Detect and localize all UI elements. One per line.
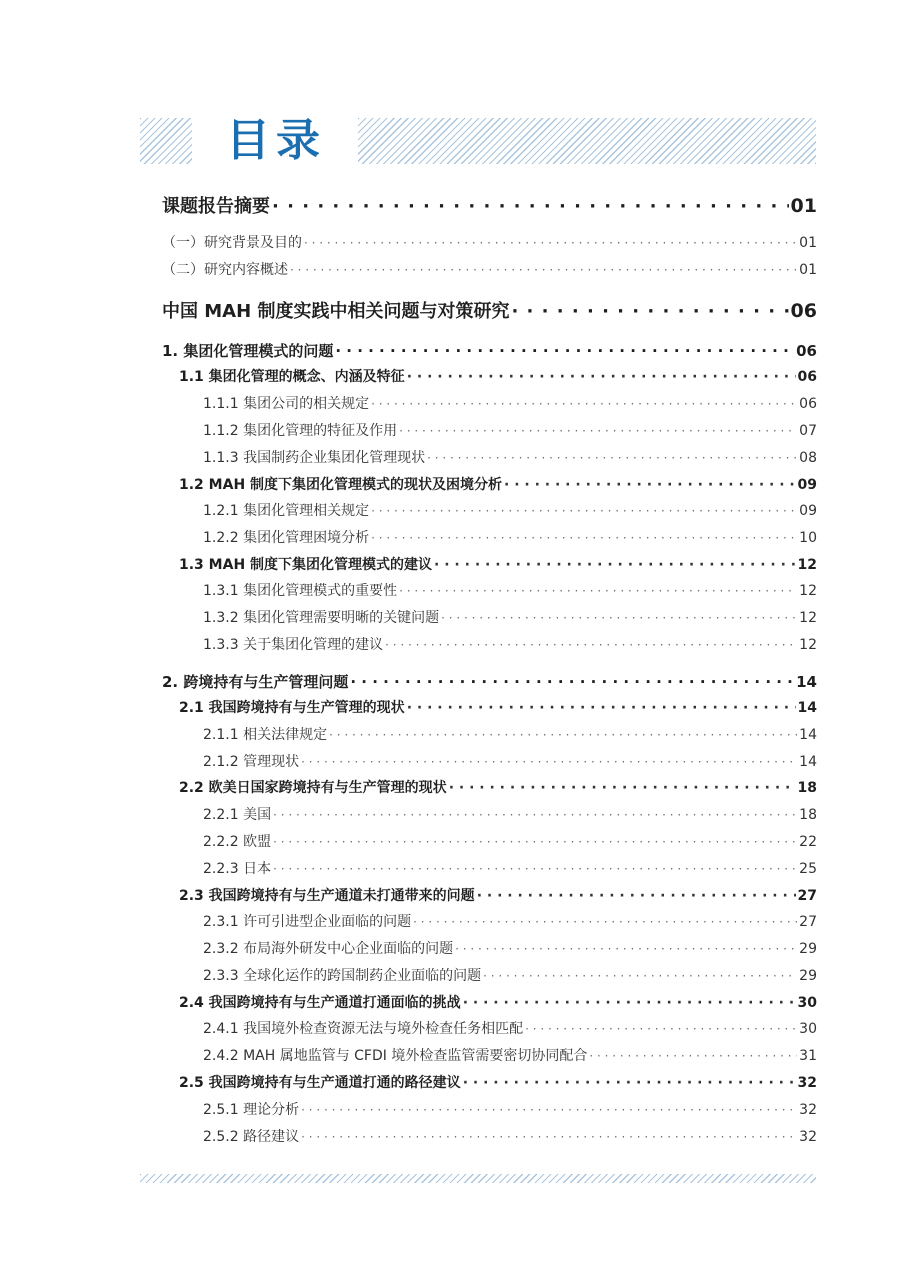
toc-entry-page: 31 (799, 1048, 817, 1064)
toc-leader-dots (511, 301, 788, 322)
toc-leader-dots (301, 1103, 797, 1117)
toc-entry-label: 2.4.2 MAH 属地监管与 CFDI 境外检查监管需要密切协同配合 (203, 1048, 588, 1064)
toc-entry-label: 2.2 欧美日国家跨境持有与生产管理的现状 (179, 780, 447, 796)
toc-entry-page: 14 (797, 700, 817, 716)
toc-leader-dots (272, 196, 789, 217)
toc-entry-label: 2.4 我国跨境持有与生产通道打通面临的挑战 (179, 995, 461, 1011)
page-title: 目录 (226, 115, 326, 166)
toc-entry-page: 14 (799, 727, 817, 743)
toc-entry[interactable] (162, 232, 817, 252)
toc-entry[interactable] (203, 447, 817, 467)
toc-leader-dots (504, 477, 795, 493)
toc-entry-page: 10 (799, 530, 817, 546)
toc-entry-page: 30 (799, 1021, 817, 1037)
toc-entry-label: 2.3 我国跨境持有与生产通道未打通带来的问题 (179, 888, 475, 904)
toc-leader-dots (399, 584, 797, 598)
toc-entry[interactable] (179, 992, 817, 1012)
toc-leader-dots (455, 942, 797, 956)
toc-entry-page: 29 (799, 968, 817, 984)
toc-leader-dots (371, 504, 797, 518)
toc-entry-page: 12 (799, 583, 817, 599)
toc-entry-label: 2.1.2 管理现状 (203, 754, 300, 770)
toc-entry[interactable] (203, 1045, 817, 1065)
toc-leader-dots (335, 342, 794, 360)
toc-entry-label: 2.4.1 我国境外检查资源无法与境外检查任务相匹配 (203, 1021, 524, 1037)
toc-entry[interactable] (162, 297, 817, 323)
toc-entry-label: 2.1 我国跨境持有与生产管理的现状 (179, 700, 405, 716)
toc-entry-page: 32 (799, 1129, 817, 1145)
toc-entry-page: 32 (797, 1075, 817, 1091)
toc-entry-page: 01 (790, 195, 817, 217)
toc-entry-page: 12 (797, 557, 817, 573)
toc-leader-dots (449, 780, 796, 796)
toc-entry[interactable] (179, 697, 817, 717)
toc-entry-label: 1.2.1 集团化管理相关规定 (203, 503, 370, 519)
toc-entry[interactable] (203, 724, 817, 744)
toc-entry[interactable] (203, 911, 817, 931)
toc-leader-dots (441, 611, 797, 625)
toc-entry[interactable] (179, 885, 817, 905)
toc-leader-dots (371, 397, 797, 411)
toc-entry[interactable] (203, 634, 817, 654)
toc-entry-label: 1.1.3 我国制药企业集团化管理现状 (203, 450, 426, 466)
toc-leader-dots (301, 755, 797, 769)
toc-leader-dots (304, 236, 797, 250)
toc-entry-page: 29 (799, 941, 817, 957)
toc-entry[interactable] (203, 938, 817, 958)
toc-entry-label: 2.5.2 路径建议 (203, 1129, 300, 1145)
toc-entry-page: 06 (790, 300, 817, 322)
toc-entry[interactable] (203, 1018, 817, 1038)
toc-leader-dots (413, 915, 797, 929)
title-hatch-left (140, 118, 192, 164)
toc-entry-label: 1.3.2 集团化管理需要明晰的关键问题 (203, 610, 440, 626)
toc-entry-page: 06 (799, 396, 817, 412)
toc-leader-dots (463, 995, 796, 1011)
toc-entry[interactable] (162, 671, 817, 692)
toc-leader-dots (477, 888, 796, 904)
toc-entry-page: 12 (799, 637, 817, 653)
toc-leader-dots (301, 1130, 797, 1144)
toc-entry[interactable] (203, 1126, 817, 1146)
toc-entry-page: 09 (799, 503, 817, 519)
toc-leader-dots (463, 1075, 796, 1091)
toc-leader-dots (329, 728, 797, 742)
footer-hatch (140, 1174, 816, 1183)
toc-entry[interactable] (162, 340, 817, 361)
toc-entry-page: 27 (799, 914, 817, 930)
toc-leader-dots (385, 638, 797, 652)
toc-entry-label: 2.2.3 日本 (203, 861, 272, 877)
toc-entry-label: 2.2.1 美国 (203, 807, 272, 823)
toc-entry[interactable] (179, 1072, 817, 1092)
toc-entry-label: 1.3.1 集团化管理模式的重要性 (203, 583, 398, 599)
toc-entry-label: 课题报告摘要 (162, 196, 270, 217)
toc-entry-label: 1.2 MAH 制度下集团化管理模式的现状及困境分析 (179, 477, 503, 493)
toc-entry-page: 06 (797, 369, 817, 385)
toc-leader-dots (371, 531, 797, 545)
toc-entry-page: 09 (797, 477, 817, 493)
toc-entry-page: 18 (797, 780, 817, 796)
toc-entry[interactable] (203, 1099, 817, 1119)
toc-entry-label: 2.1.1 相关法律规定 (203, 727, 328, 743)
toc-entry-page: 14 (799, 754, 817, 770)
toc-entry[interactable] (203, 858, 817, 878)
title-hatch-right (358, 118, 816, 164)
toc-entry[interactable] (203, 420, 817, 440)
toc-entry-label: 1.3 MAH 制度下集团化管理模式的建议 (179, 557, 433, 573)
toc-leader-dots (290, 263, 797, 277)
toc-leader-dots (273, 835, 797, 849)
toc-entry[interactable] (203, 831, 817, 851)
toc-entry-label: 2.3.3 全球化运作的跨国制药企业面临的问题 (203, 968, 482, 984)
toc-entry-label: 2. 跨境持有与生产管理问题 (162, 673, 349, 691)
toc-leader-dots (273, 862, 797, 876)
toc-entry-label: 中国 MAH 制度实践中相关问题与对策研究 (162, 301, 510, 322)
toc-entry-label: 2.2.2 欧盟 (203, 834, 272, 850)
toc-entry-label: 1.3.3 关于集团化管理的建议 (203, 637, 384, 653)
toc-leader-dots (434, 557, 795, 573)
toc-leader-dots (427, 451, 797, 465)
toc-entry-page: 01 (799, 235, 817, 251)
toc-entry[interactable] (203, 500, 817, 520)
toc-entry-page: 27 (797, 888, 817, 904)
toc-entry-label: 2.5 我国跨境持有与生产通道打通的路径建议 (179, 1075, 461, 1091)
toc-entry-page: 08 (799, 450, 817, 466)
toc-entry[interactable] (203, 527, 817, 547)
toc-entry-label: 1.1.2 集团化管理的特征及作用 (203, 423, 398, 439)
toc-leader-dots (273, 808, 797, 822)
toc-leader-dots (483, 969, 797, 983)
toc-entry-label: 1.1 集团化管理的概念、内涵及特征 (179, 369, 405, 385)
toc-entry[interactable] (162, 259, 817, 279)
toc-entry-page: 01 (799, 262, 817, 278)
toc-entry-page: 30 (797, 995, 817, 1011)
toc-entry-page: 07 (799, 423, 817, 439)
toc-entry[interactable] (179, 366, 817, 386)
toc-entry-label: 1.1.1 集团公司的相关规定 (203, 396, 370, 412)
toc-entry[interactable] (203, 393, 817, 413)
toc-leader-dots (525, 1022, 797, 1036)
toc-entry[interactable] (203, 804, 817, 824)
toc-leader-dots (407, 700, 796, 716)
toc-entry[interactable] (179, 474, 817, 494)
toc-entry[interactable] (203, 751, 817, 771)
toc-leader-dots (589, 1049, 797, 1063)
toc-entry-page: 18 (799, 807, 817, 823)
toc-entry-label: （二）研究内容概述 (162, 262, 288, 278)
toc-entry-page: 06 (796, 342, 817, 360)
toc-entry-label: 1.2.2 集团化管理困境分析 (203, 530, 370, 546)
toc-entry-page: 25 (799, 861, 817, 877)
toc-entry[interactable] (203, 607, 817, 627)
toc-entry-label: 2.3.1 许可引进型企业面临的问题 (203, 914, 412, 930)
toc-entry-page: 12 (799, 610, 817, 626)
toc-entry[interactable] (179, 777, 817, 797)
toc-entry[interactable] (162, 192, 817, 218)
toc-entry[interactable] (179, 554, 817, 574)
toc-entry-label: （一）研究背景及目的 (162, 235, 302, 251)
toc-leader-dots (350, 673, 794, 691)
toc-leader-dots (407, 369, 796, 385)
toc-entry-page: 32 (799, 1102, 817, 1118)
toc-entry-label: 2.3.2 布局海外研发中心企业面临的问题 (203, 941, 454, 957)
toc-leader-dots (399, 424, 797, 438)
toc-entry[interactable] (203, 965, 817, 985)
toc-entry-page: 22 (799, 834, 817, 850)
toc-entry-page: 14 (796, 673, 817, 691)
toc-entry[interactable] (203, 580, 817, 600)
toc-entry-label: 1. 集团化管理模式的问题 (162, 342, 334, 360)
toc-entry-label: 2.5.1 理论分析 (203, 1102, 300, 1118)
